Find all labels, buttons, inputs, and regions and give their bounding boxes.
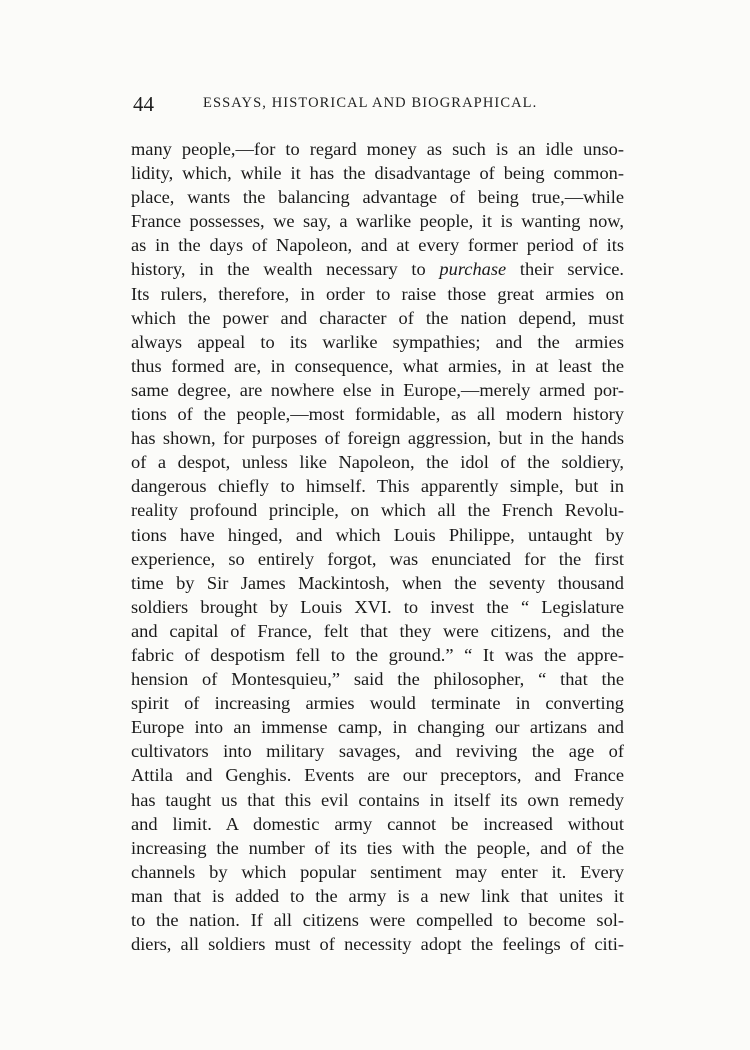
text-line: has shown, for purposes of foreign aggression, but in the hands [131,428,624,449]
running-title: ESSAYS, HISTORICAL AND BIOGRAPHICAL. [203,95,538,111]
text-line: tions of the people,—most formidable, as all modern history [131,404,624,425]
text-line: channels by which popular sentiment may enter it. Every [131,861,624,882]
text-line: France possesses, we say, a warlike people, it is wanting now, [131,211,624,232]
page-number: 44 [133,92,154,116]
text-line: always appeal to its warlike sympathies; and the armies [131,331,624,352]
text-line: has taught us that this evil contains in itself its own remedy [131,789,624,810]
text-line: as in the days of Napoleon, and at every former period of its [131,235,624,256]
text-line: tions have hinged, and which Louis Philippe, untaught by [131,524,624,545]
text-line: time by Sir James Mackintosh, when the seventy thousand [131,572,624,593]
text-line: same degree, are nowhere else in Europe,—merely armed por- [131,379,624,400]
text-line: and capital of France, felt that they were citizens, and the [131,620,624,641]
text-line: of a despot, unless like Napoleon, the idol of the soldiery, [131,452,624,473]
text-line: thus formed are, in consequence, what armies, in at least the [131,355,624,376]
text-line: Europe into an immense camp, in changing our artizans and [131,717,624,738]
page-header [133,92,623,120]
text-line: many people,—for to regard money as such is an idle unso- [131,139,624,159]
text-line: place, wants the balancing advantage of being true,—while [131,187,624,208]
text-line: soldiers brought by Louis XVI. to invest the “ Legislature [131,596,624,617]
text-line: Attila and Genghis. Events are our preceptors, and France [131,765,624,786]
text-line: reality profound principle, on which all the French Revolu- [131,500,624,521]
emphasized-word: purchase [439,259,507,280]
text-line: fabric of despotism fell to the ground.” “ It was the appre- [131,644,624,665]
text-line: Its rulers, therefore, in order to raise those great armies on [131,283,624,304]
body-text [131,137,624,956]
text-line: dangerous chiefly to himself. This apparently simple, but in [131,476,624,497]
text-line: cultivators into military savages, and reviving the age of [131,741,624,762]
text-line: spirit of increasing armies would terminate in converting [131,693,624,714]
text-line: diers, all soldiers must of necessity adopt the feelings of citi- [131,934,624,955]
text-line: history, in the wealth necessary to purchase their service. [131,259,624,280]
text-line: experience, so entirely forgot, was enunciated for the first [131,548,624,569]
text-line: hension of Montesquieu,” said the philosopher, “ that the [131,669,624,690]
text-line: lidity, which, while it has the disadvantage of being common- [131,163,624,184]
text-line: man that is added to the army is a new link that unites it [131,885,624,906]
text-line: which the power and character of the nation depend, must [131,307,624,328]
text-line: to the nation. If all citizens were compelled to become sol- [131,910,624,930]
text-line: and limit. A domestic army cannot be increased without [131,813,624,834]
text-line: increasing the number of its ties with the people, and of the [131,837,624,858]
